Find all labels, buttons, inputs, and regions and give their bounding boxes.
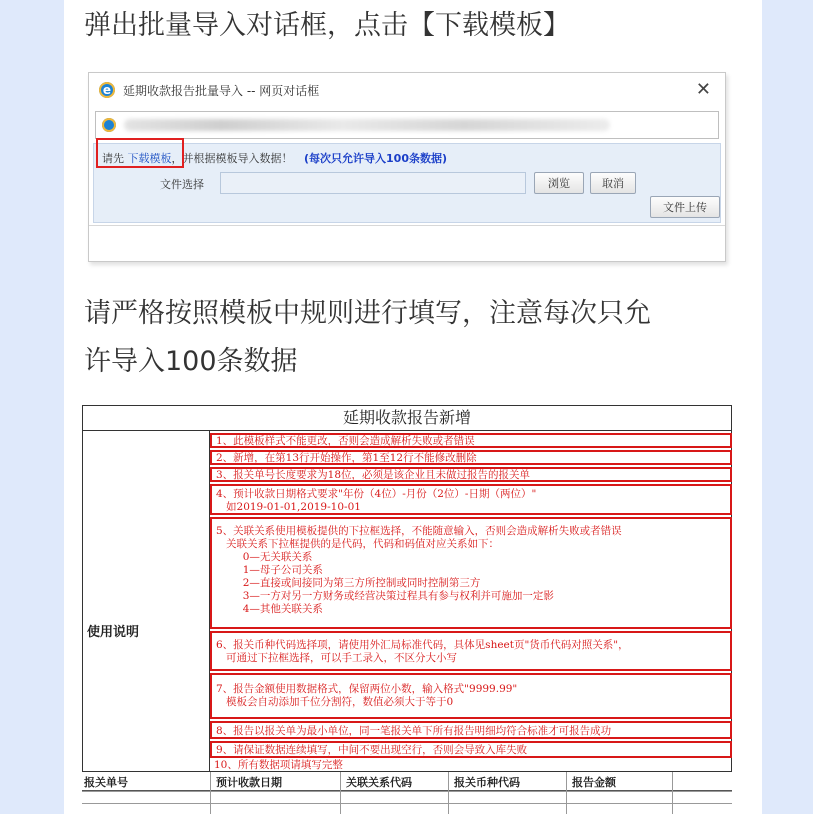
rule-item: 6、报关币种代码选择项，请使用外汇局标准代码，具体见sheet页"货币代码对照关系"， 可通过下拉框选择，可以手工录入，不区分大小写 <box>210 631 732 671</box>
dialog-title: 延期收款报告批量导入 -- 网页对话框 <box>123 83 320 98</box>
rule-item: 8、报告以报关单为最小单位，同一笔报关单下所有报告明细均符合标准才可报告成功 <box>210 721 732 739</box>
article-page <box>64 0 762 814</box>
heading-fill-rules-line2: 许导入100条数据 <box>84 346 298 377</box>
usage-label: 使用说明 <box>87 625 140 640</box>
file-select-label: 文件选择 <box>160 178 204 191</box>
ie-logo-icon: e <box>99 82 115 98</box>
template-sheet <box>82 405 732 814</box>
rule-item: 5、关联关系使用模板提供的下拉框选择，不能随意输入，否则会造成解析失败或者错误 关联关系下拉框提供的是代码，代码和码值对应关系如下： 0—无关联关系 1—母子公司关系 2—直接或间接同为第三方所控制或同时控制第三方 3—一方对另一方财务或经营决策过程具有参与权利并可施加一定影 4—其他关联关系 <box>210 517 732 629</box>
column-header: 预计收款日期 <box>216 776 282 789</box>
upload-button[interactable]: 文件上传 <box>650 196 720 218</box>
highlight-box <box>96 138 184 168</box>
grid-line <box>448 772 449 814</box>
instruction-suffix: ，并根据模板导入数据！ <box>171 152 293 165</box>
column-header: 报关单号 <box>84 776 128 789</box>
heading-download-template: 弹出批量导入对话框，点击【下载模板】 <box>84 10 570 41</box>
column-header: 关联关系代码 <box>346 776 412 789</box>
blurred-url <box>124 119 610 131</box>
column-header-row <box>82 772 732 791</box>
rules-column <box>210 430 732 772</box>
import-panel <box>93 143 721 223</box>
rule-item: 7、报告金额使用数据格式，保留两位小数，输入格式"9999.99" 模板会自动添加千位分割符，数值必须大于等于0 <box>210 673 732 719</box>
grid-line <box>82 791 732 792</box>
rule-item: 2、新增，在第13行开始操作，第1至12行不能修改删除 <box>210 450 732 465</box>
rule-item: 1、此模板样式不能更改，否则会造成解析失败或者错误 <box>210 433 732 448</box>
batch-import-dialog <box>88 72 726 262</box>
grid-line <box>210 772 211 814</box>
cancel-button[interactable]: 取消 <box>590 172 636 194</box>
limit-note: (每次只允许导入100条数据) <box>304 152 448 165</box>
browse-button[interactable]: 浏览 <box>534 172 584 194</box>
rule-item: 9、请保证数据连续填写，中间不要出现空行，否则会导致入库失败 <box>210 741 732 758</box>
dialog-divider <box>89 225 725 226</box>
template-title: 延期收款报告新增 <box>82 405 732 431</box>
download-template-link[interactable]: 下载模板 <box>127 152 172 165</box>
grid-line <box>340 772 341 814</box>
grid-line <box>82 803 732 804</box>
ie-page-icon <box>102 118 116 132</box>
file-path-input[interactable] <box>220 172 526 194</box>
rule-item: 4、预计收款日期格式要求"年份（4位）-月份（2位）-日期（两位）" 如2019-01-01,2019-10-01 <box>210 484 732 515</box>
heading-fill-rules-line1: 请严格按照模板中规则进行填写，注意每次只允 <box>84 298 651 329</box>
grid-line <box>566 772 567 814</box>
column-header: 报告金额 <box>572 776 616 789</box>
instruction-prefix: 请先 <box>102 152 124 165</box>
column-header: 报关币种代码 <box>454 776 520 789</box>
usage-label-cell <box>82 430 210 772</box>
rule-item: 10、所有数据项请填写完整 <box>214 759 343 771</box>
rule-item: 3、报关单号长度要求为18位，必须是该企业且未做过报告的报关单 <box>210 467 732 482</box>
grid-line <box>672 772 673 814</box>
dialog-titlebar <box>89 73 725 107</box>
address-bar <box>95 111 719 139</box>
close-icon[interactable]: ✕ <box>695 79 711 100</box>
